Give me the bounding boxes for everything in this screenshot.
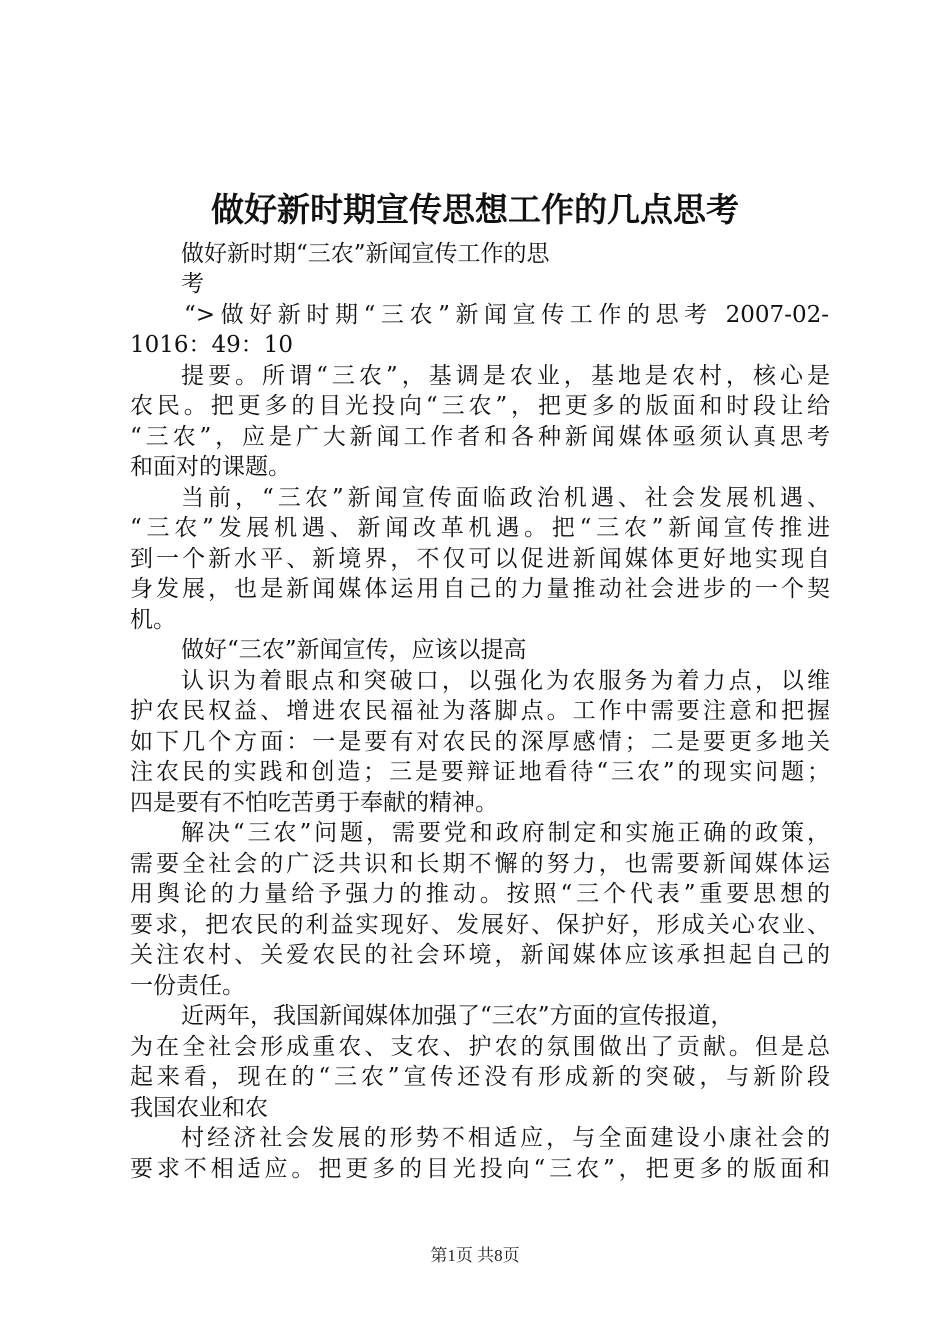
document-title: 做好新时期宣传思想工作的几点思考	[211, 190, 739, 229]
text-line: 护农民权益、增进农民福祉为落脚点。工作中需要注意和把握	[130, 698, 830, 724]
page-indicator: 第1页 共8页	[430, 1246, 520, 1265]
text-line: 农民。把更多的目光投向“三农”，把更多的版面和时段让给	[130, 393, 830, 419]
text-line: 提要。所谓“三农”，基调是农业，基地是农村，核心是	[181, 363, 830, 389]
text-line: 近两年，我国新闻媒体加强了“三农”方面的宣传报道，	[181, 1003, 734, 1029]
text-line: 如下几个方面：一是要有对农民的深厚感情；二是要更多地关	[130, 729, 830, 755]
text-line: 做好“三农”新闻宣传，应该以提高	[181, 637, 527, 663]
text-line: “三农”，应是广大新闻工作者和各种新闻媒体亟须认真思考	[130, 424, 830, 450]
text-line: 考	[181, 271, 204, 297]
text-line: 和面对的课题。	[130, 454, 291, 480]
text-line: 四是要有不怕吃苦勇于奉献的精神。	[130, 790, 498, 816]
text-line: 1016：49：10	[130, 332, 294, 358]
text-line: 要求不相适应。把更多的目光投向“三农”，把更多的版面和	[130, 1156, 830, 1182]
text-line: 机。	[130, 607, 176, 633]
text-line: 解决“三农”问题，需要党和政府制定和实施正确的政策，	[181, 820, 830, 846]
text-line: 为在全社会形成重农、支农、护农的氛围做出了贡献。但是总	[130, 1034, 830, 1060]
text-line: 需要全社会的广泛共识和长期不懈的努力，也需要新闻媒体运	[130, 851, 830, 877]
text-line: 身发展，也是新闻媒体运用自己的力量推动社会进步的一个契	[130, 576, 830, 602]
text-line: 一份责任。	[130, 973, 245, 999]
text-line: 到一个新水平、新境界，不仅可以促进新闻媒体更好地实现自	[130, 546, 830, 572]
text-line: 注农民的实践和创造；三是要辩证地看待“三农”的现实问题；	[130, 759, 830, 785]
text-line: 要求，把农民的利益实现好、发展好、保护好，形成关心农业、	[130, 912, 830, 938]
text-line: 当前，“三农”新闻宣传面临政治机遇、社会发展机遇、	[181, 485, 830, 511]
text-line: 我国农业和农	[130, 1095, 268, 1121]
text-line: 关注农村、关爱农民的社会环境，新闻媒体应该承担起自己的	[130, 942, 830, 968]
text-line: 做好新时期“三农”新闻宣传工作的思	[181, 241, 550, 267]
text-line: “>做好新时期“三农”新闻宣传工作的思考 2007-02-	[184, 302, 829, 328]
text-line: “三农”发展机遇、新闻改革机遇。把“三农”新闻宣传推进	[130, 515, 830, 541]
text-line: 用舆论的力量给予强力的推动。按照“三个代表”重要思想的	[130, 881, 830, 907]
text-line: 起来看，现在的“三农”宣传还没有形成新的突破，与新阶段	[130, 1064, 830, 1090]
text-line: 认识为着眼点和突破口，以强化为农服务为着力点，以维	[181, 668, 830, 694]
text-line: 村经济社会发展的形势不相适应，与全面建设小康社会的	[181, 1125, 830, 1151]
